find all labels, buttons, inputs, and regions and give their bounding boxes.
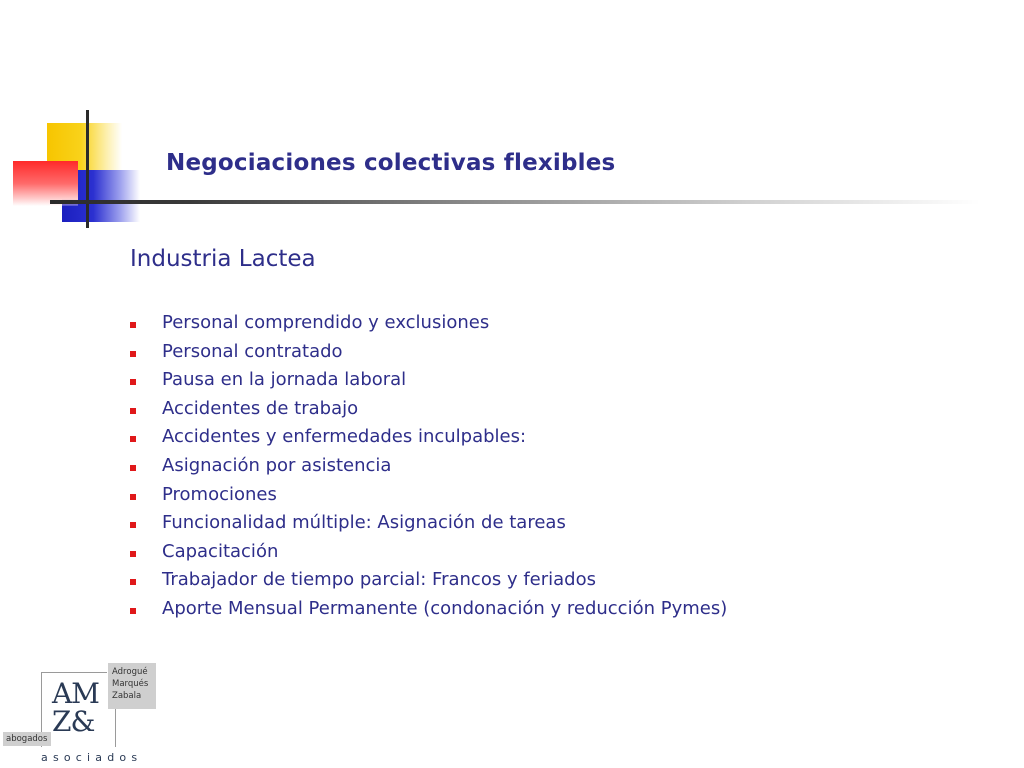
list-item (128, 396, 727, 425)
list-item (128, 539, 727, 568)
bullet-icon (130, 465, 136, 471)
list-item (128, 367, 727, 396)
bullet-icon (130, 608, 136, 614)
logo-tag: abogados (3, 732, 51, 746)
bullet-icon (130, 494, 136, 500)
list-item-text: Aporte Mensual Permanente (condonación y reducción Pymes) (162, 597, 728, 619)
bullet-icon (130, 436, 136, 442)
logo-firm-line: Adrogué (112, 667, 148, 677)
list-item-text: Personal comprendido y exclusiones (162, 312, 490, 333)
bullet-icon (130, 551, 136, 557)
slide-subtitle: Industria Lactea (130, 246, 316, 272)
logo-monogram-top: AM (52, 677, 99, 710)
bullet-icon (130, 408, 136, 414)
list-item (128, 567, 727, 596)
list-item (128, 596, 727, 625)
list-item (128, 453, 727, 482)
list-item-text: Asignación por asistencia (162, 454, 392, 476)
bullet-icon (130, 322, 136, 328)
vertical-rule (86, 110, 89, 228)
list-item (128, 510, 727, 539)
logo-firm-line: Zabala (112, 691, 142, 701)
title-decoration (0, 0, 1024, 240)
firm-logo (0, 660, 200, 768)
logo-firm-names (108, 663, 156, 709)
list-item-text: Promociones (162, 483, 277, 505)
bullet-icon (130, 379, 136, 385)
list-item-text: Accidentes de trabajo (162, 397, 359, 419)
bullet-list (128, 310, 727, 625)
slide-title: Negociaciones colectivas flexibles (166, 150, 616, 176)
bullet-icon (130, 351, 136, 357)
list-item-text: Capacitación (162, 540, 279, 562)
logo-firm-line: Marqués (112, 679, 149, 689)
bullet-icon (130, 579, 136, 585)
horizontal-rule (50, 200, 980, 204)
list-item (128, 310, 727, 339)
list-item (128, 339, 727, 368)
list-item-text: Accidentes y enfermedades inculpables: (162, 426, 527, 448)
logo-monogram-bottom: Z& (52, 705, 95, 738)
bullet-icon (130, 522, 136, 528)
list-item-text: Funcionalidad múltiple: Asignación de tareas (162, 512, 566, 534)
list-item-text: Pausa en la jornada laboral (162, 369, 407, 391)
list-item-text: Trabajador de tiempo parcial: Francos y feriados (162, 569, 596, 591)
logo-frame-top (41, 672, 107, 673)
list-item (128, 482, 727, 511)
list-item-text: Personal contratado (162, 340, 343, 362)
list-item (128, 424, 727, 453)
logo-footer: asociados (41, 751, 143, 764)
